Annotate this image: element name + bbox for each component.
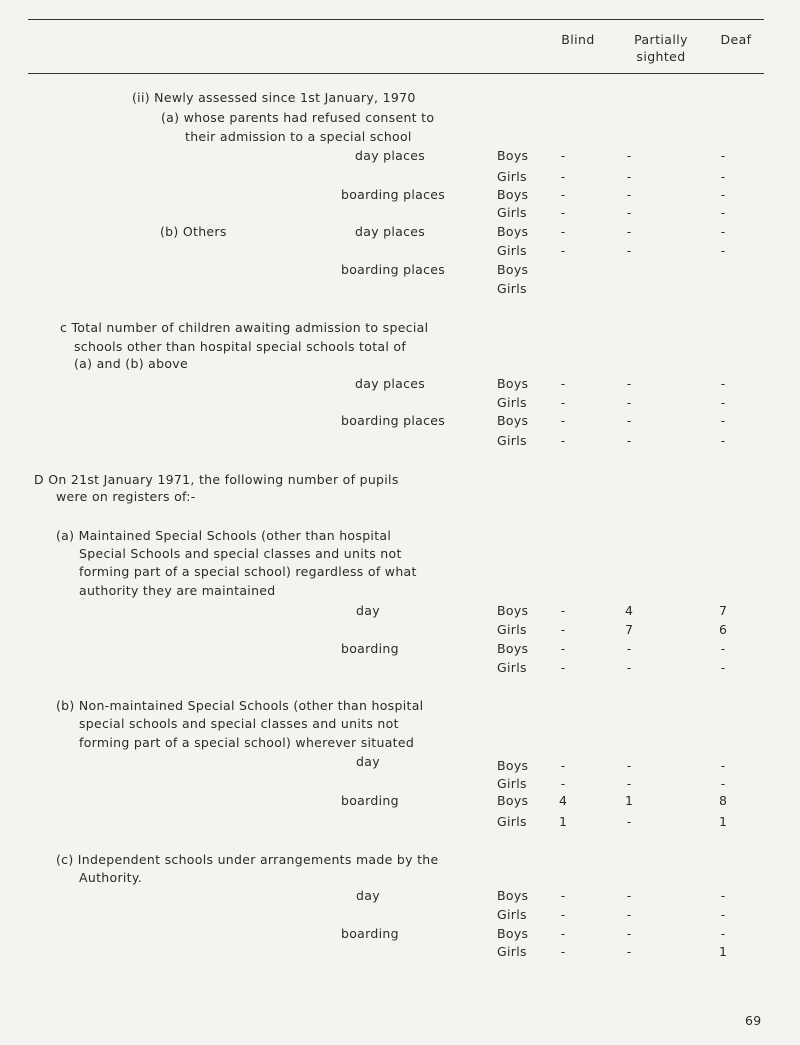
- cell-blind: -: [560, 622, 566, 637]
- cell-deaf: -: [720, 926, 726, 941]
- cell-ps: -: [626, 758, 632, 773]
- cell-deaf: -: [720, 413, 726, 428]
- row-label: day: [356, 603, 380, 618]
- cell-ps: -: [626, 148, 632, 163]
- cell-blind: -: [560, 413, 566, 428]
- cell-blind: -: [560, 433, 566, 448]
- row-sex: Girls: [497, 395, 527, 410]
- cell-ps: -: [626, 888, 632, 903]
- cell-deaf: -: [720, 224, 726, 239]
- section-db-text: forming part of a special school) wherever situated: [79, 735, 415, 750]
- cell-deaf: -: [720, 641, 726, 656]
- cell-deaf: -: [720, 187, 726, 202]
- cell-blind: -: [560, 395, 566, 410]
- cell-blind: -: [560, 603, 566, 618]
- section-a-text: their admission to a special school: [185, 129, 412, 144]
- row-label: boarding places: [341, 413, 446, 428]
- row-sex: Girls: [497, 907, 527, 922]
- section-ii-title: (ii) Newly assessed since 1st January, 1970: [132, 90, 416, 105]
- section-da-text: forming part of a special school) regardless of what: [79, 564, 417, 579]
- row-sex: Girls: [497, 814, 527, 829]
- section-b-others: (b) Others: [160, 224, 227, 239]
- column-header-partially-sighted: Partially sighted: [634, 32, 688, 64]
- cell-blind: 1: [559, 814, 567, 829]
- cell-blind: -: [560, 224, 566, 239]
- row-label: boarding: [341, 793, 399, 808]
- row-label: boarding: [341, 641, 399, 656]
- row-sex: Boys: [497, 262, 529, 277]
- section-dc-text: Authority.: [79, 870, 143, 885]
- cell-ps: 7: [625, 622, 633, 637]
- cell-ps: -: [626, 243, 632, 258]
- cell-blind: -: [560, 660, 566, 675]
- cell-deaf: -: [720, 888, 726, 903]
- row-label: boarding places: [341, 187, 446, 202]
- cell-ps: -: [626, 169, 632, 184]
- row-sex: Girls: [497, 944, 527, 959]
- cell-deaf: -: [720, 395, 726, 410]
- row-sex: Boys: [497, 641, 529, 656]
- cell-deaf: -: [720, 758, 726, 773]
- row-label: day: [356, 888, 380, 903]
- row-sex: Girls: [497, 660, 527, 675]
- cell-deaf: -: [720, 169, 726, 184]
- row-sex: Boys: [497, 758, 529, 773]
- cell-ps: 4: [625, 603, 633, 618]
- row-sex: Boys: [497, 888, 529, 903]
- cell-deaf: 1: [719, 944, 727, 959]
- column-header-blind: Blind: [561, 32, 595, 47]
- cell-deaf: -: [720, 376, 726, 391]
- cell-ps: -: [626, 944, 632, 959]
- cell-deaf: -: [720, 776, 726, 791]
- cell-ps: -: [626, 224, 632, 239]
- cell-deaf: 1: [719, 814, 727, 829]
- cell-blind: -: [560, 758, 566, 773]
- row-label: boarding places: [341, 262, 446, 277]
- section-c-text: c Total number of children awaiting admission to special: [60, 320, 429, 335]
- page-number: 69: [745, 1013, 762, 1028]
- row-sex: Boys: [497, 224, 529, 239]
- cell-deaf: -: [720, 205, 726, 220]
- cell-blind: -: [560, 907, 566, 922]
- section-db-text: special schools and special classes and units not: [79, 716, 399, 731]
- header-top-rule: [28, 19, 764, 20]
- row-sex: Girls: [497, 776, 527, 791]
- cell-blind: -: [560, 148, 566, 163]
- row-sex: Boys: [497, 413, 529, 428]
- cell-ps: -: [626, 641, 632, 656]
- cell-blind: -: [560, 926, 566, 941]
- cell-ps: -: [626, 907, 632, 922]
- row-sex: Girls: [497, 433, 527, 448]
- cell-blind: -: [560, 888, 566, 903]
- cell-ps: -: [626, 376, 632, 391]
- section-c-text: (a) and (b) above: [74, 356, 188, 371]
- row-label: day places: [355, 148, 426, 163]
- row-sex: Boys: [497, 376, 529, 391]
- section-d-text: were on registers of:-: [56, 489, 196, 504]
- row-sex: Boys: [497, 603, 529, 618]
- cell-ps: -: [626, 395, 632, 410]
- cell-blind: -: [560, 776, 566, 791]
- row-sex: Boys: [497, 187, 529, 202]
- cell-blind: -: [560, 243, 566, 258]
- cell-ps: -: [626, 776, 632, 791]
- header-bottom-rule: [28, 73, 764, 74]
- column-header-deaf: Deaf: [720, 32, 752, 47]
- row-sex: Girls: [497, 281, 527, 296]
- cell-blind: -: [560, 944, 566, 959]
- cell-ps: -: [626, 187, 632, 202]
- cell-deaf: 8: [719, 793, 727, 808]
- section-c-text: schools other than hospital special schools total of: [74, 339, 407, 354]
- cell-deaf: -: [720, 243, 726, 258]
- row-sex: Girls: [497, 243, 527, 258]
- cell-blind: -: [560, 376, 566, 391]
- cell-deaf: -: [720, 660, 726, 675]
- cell-blind: -: [560, 205, 566, 220]
- row-sex: Girls: [497, 169, 527, 184]
- cell-deaf: -: [720, 907, 726, 922]
- section-da-text: Special Schools and special classes and units not: [79, 546, 402, 561]
- cell-ps: -: [626, 205, 632, 220]
- cell-blind: -: [560, 187, 566, 202]
- section-da-text: authority they are maintained: [79, 583, 276, 598]
- cell-deaf: -: [720, 148, 726, 163]
- section-d-text: D On 21st January 1971, the following number of pupils: [34, 472, 399, 487]
- row-label: day places: [355, 224, 426, 239]
- row-sex: Girls: [497, 622, 527, 637]
- row-sex: Girls: [497, 205, 527, 220]
- cell-blind: -: [560, 641, 566, 656]
- cell-ps: 1: [625, 793, 633, 808]
- row-label: boarding: [341, 926, 399, 941]
- cell-deaf: 6: [719, 622, 727, 637]
- section-db-text: (b) Non-maintained Special Schools (other than hospital: [56, 698, 424, 713]
- row-sex: Boys: [497, 148, 529, 163]
- cell-ps: -: [626, 926, 632, 941]
- cell-blind: 4: [559, 793, 567, 808]
- row-label: day: [356, 754, 380, 769]
- row-sex: Boys: [497, 926, 529, 941]
- cell-ps: -: [626, 814, 632, 829]
- cell-blind: -: [560, 169, 566, 184]
- row-sex: Boys: [497, 793, 529, 808]
- section-a-text: (a) whose parents had refused consent to: [161, 110, 435, 125]
- cell-deaf: -: [720, 433, 726, 448]
- cell-ps: -: [626, 433, 632, 448]
- section-da-text: (a) Maintained Special Schools (other than hospital: [56, 528, 392, 543]
- cell-ps: -: [626, 660, 632, 675]
- cell-ps: -: [626, 413, 632, 428]
- row-label: day places: [355, 376, 426, 391]
- cell-deaf: 7: [719, 603, 727, 618]
- section-dc-text: (c) Independent schools under arrangements made by the: [56, 852, 439, 867]
